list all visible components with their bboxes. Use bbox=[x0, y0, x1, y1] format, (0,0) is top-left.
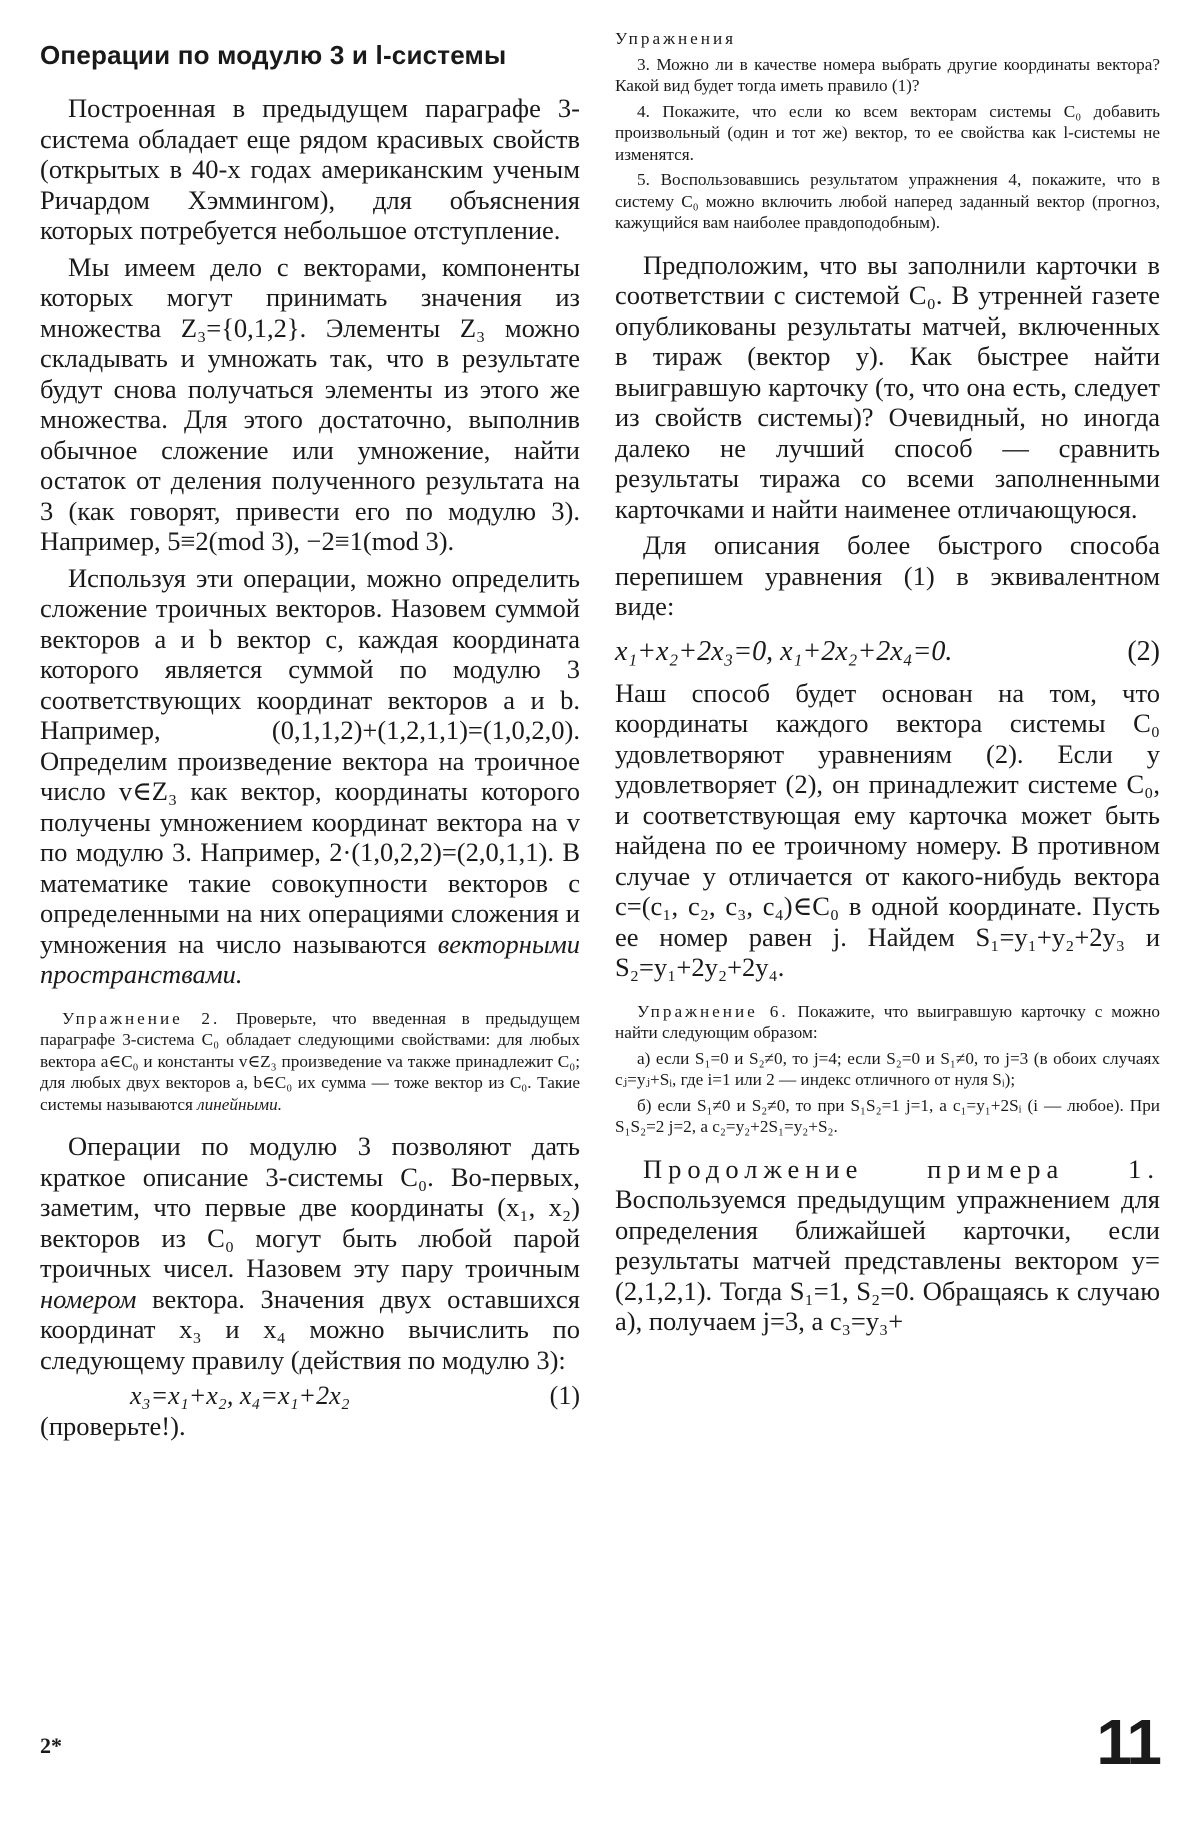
paragraph-modulo: Мы имеем дело с векторами, компоненты которых могут принимать значения из множества Z₃={0,1,2}. Элементы Z₃ можно складывать и умножать так, что в результате будут снова получаться элементы из этого же множества. Для этого достаточно, выполнив обычное сложение или умножение, найти остаток от деления полученного результата на 3 (как говорят, привести его по модулю 3). Например, 5≡2(mod 3), −2≡1(mod 3). bbox=[40, 251, 580, 556]
exercise-3: 3. Можно ли в качестве номера выбрать другие координаты вектора? Какой вид будет тогда иметь правило (1)? bbox=[615, 54, 1160, 95]
example-continuation-label: Продолжение примера 1. bbox=[643, 1153, 1160, 1184]
page-number: 11 bbox=[1096, 1706, 1160, 1778]
term-linear: линейными. bbox=[197, 1094, 283, 1114]
paragraph-example-continuation bbox=[615, 1154, 1160, 1337]
formula-1-number: (1) bbox=[549, 1381, 580, 1410]
exercise-2-label: Упражнение 2. bbox=[62, 1008, 221, 1028]
example-continuation-text: Воспользуемся предыдущим упражнением для определения ближайшей карточки, если результаты матчей представлены вектором y=(2,1,2,1). Тогда S₁=1, S₂=0. Обращаясь к случаю а), получаем j=3, а c₃=y₃+ bbox=[615, 1184, 1160, 1336]
left-column bbox=[40, 28, 580, 1448]
exercise-6-label: Упражнение 6. bbox=[637, 1001, 789, 1021]
exercise-6-case-a: а) если S₁=0 и S₂≠0, то j=4; если S₂=0 и S₁≠0, то j=3 (в обоих случаях cⱼ=yⱼ+Sᵢ, где i=1 или 2 — индекс отличного от нуля Sᵢ); bbox=[615, 1048, 1160, 1089]
paragraph-cards: Предположим, что вы заполнили карточки в соответствии с системой C₀. В утренней газете опубликованы результаты матчей, включенных в тираж (вектор y). Как быстрее найти выигравшую карточку (то, что она есть, следует из свойств системы)? Очевидный, но иногда далеко не лучший способ — сравнить результаты тиража со всеми заполненными карточками и найти наименее отличающуюся. bbox=[615, 249, 1160, 524]
paragraph-check: (проверьте!). bbox=[40, 1411, 186, 1441]
formula-2-expression: x₁+x₂+2x₃=0, x₁+2x₂+2x₄=0. bbox=[615, 635, 953, 667]
formula-2 bbox=[615, 636, 1160, 668]
formula-2-number: (2) bbox=[1127, 635, 1160, 667]
formula-1-expression: x₃=x₁+x₂, x₄=x₁+2x₂ bbox=[130, 1381, 350, 1410]
exercise-4: 4. Покажите, что если ко всем векторам системы C₀ добавить произвольный (один и тот же) вектор, то ее свойства как l-системы не изменятся. bbox=[615, 101, 1160, 164]
exercise-6-case-b: б) если S₁≠0 и S₂≠0, то при S₁S₂=1 j=1, а c₁=y₁+2Sᵢ (i — любое). При S₁S₂=2 j=2, а c₂=y₂+2S₁=y₂+S₂. bbox=[615, 1095, 1160, 1136]
paragraph-description bbox=[40, 1131, 580, 1375]
paragraph-description-a: Операции по модулю 3 позволяют дать краткое описание 3-системы C₀. Во-первых, заметим, что первые две координаты (x₁, x₂) векторов из C₀ могут быть любой парой троичных чисел. Назовем эту пару троичным bbox=[40, 1131, 580, 1283]
term-number: номером bbox=[40, 1283, 137, 1314]
signature-mark: 2* bbox=[40, 1733, 62, 1758]
exercise-2 bbox=[40, 1008, 580, 1116]
exercise-5: 5. Воспользовавшись результатом упражнения 4, покажите, что в систему C₀ можно включить любой наперед заданный вектор (прогноз, кажущийся вам наиболее правдоподобным). bbox=[615, 170, 1160, 232]
paragraph-vector-operations bbox=[40, 563, 580, 990]
paragraph-method: Наш способ будет основан на том, что координаты каждого вектора системы C₀ удовлетворяют уравнениям (2). Если y удовлетворяет (2), он принадлежит системе C₀, и соответствующая ему карточка может быть найдена по ее троичному номеру. В противном случае y отличается от какого-нибудь вектора c=(c₁, c₂, c₃, c₄)∈C₀ в одной координате. Пусть ее номер равен j. Найдем S₁=y₁+y₂+2y₃ и S₂=y₁+2y₂+2y₄. bbox=[615, 677, 1160, 982]
exercise-6 bbox=[615, 1001, 1160, 1044]
paragraph-vector-operations-text: Используя эти операции, можно определить сложение троичных векторов. Назовем суммой векторов a и b вектор c, каждая координата которого является суммой по модулю 3 соответствующих координат векторов a и b. Например, (0,1,1,2)+(1,2,1,1)=(1,0,2,0). Определим произведение вектора на троичное число v∈Z₃ как вектор, координаты которого получены умножением координат вектора на v по модулю 3. Например, 2·(1,0,2,2)=(2,0,1,1). В математике такие совокупности векторов с определенными на них операциями сложения и умножения на число называются bbox=[40, 562, 580, 959]
term-vector-spaces: векторными пространствами. bbox=[40, 928, 580, 989]
section-heading: Операции по модулю 3 и l-системы bbox=[40, 40, 507, 70]
paragraph-description-b: вектора. Значения двух оставшихся координат x₃ и x₄ можно вычислить по следующему правилу (действия по модулю 3): bbox=[40, 1283, 580, 1375]
exercises-header: Упражнения bbox=[615, 29, 737, 48]
exercise-2-text: Проверьте, что введенная в предыдущем параграфе 3-система C₀ обладает следующими свойствами: для любых вектора a∈C₀ и константы v∈Z₃ произведение va также принадлежит C₀; для любых двух векторов a, b∈C₀ их сумма — тоже вектор из C₀. Такие системы называются bbox=[40, 1008, 580, 1114]
formula-1 bbox=[40, 1381, 580, 1411]
right-column bbox=[615, 28, 1160, 1343]
exercise-6-text: Покажите, что выигравшую карточку c можно найти следующим образом: bbox=[615, 1001, 1161, 1042]
paragraph-intro: Построенная в предыдущем параграфе 3-система обладает еще рядом красивых свойств (открытых в 40-х годах американским ученым Ричардом Хэммингом), для объяснения которых потребуется небольшое отступление. bbox=[40, 93, 580, 245]
paragraph-fast-method: Для описания более быстрого способа перепишем уравнения (1) в эквивалентном виде: bbox=[615, 530, 1160, 621]
